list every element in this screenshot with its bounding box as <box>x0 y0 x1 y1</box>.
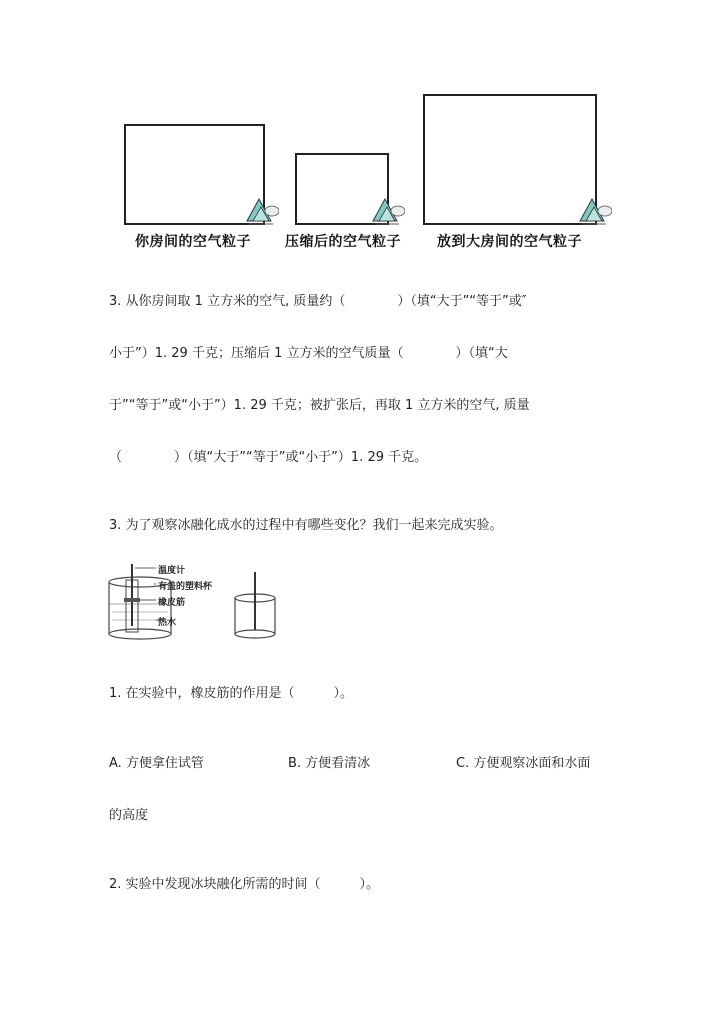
q3a-line3: 于”“等于”或“小于”）1. 29 千克；被扩张后，再取 1 立方米的空气, 质量 <box>109 398 530 413</box>
sub1-option-c-cont: 的高度 <box>109 808 149 823</box>
q3a-line1: 3. 从你房间取 1 立方米的空气, 质量约（ ）（填“大于”“等于”或″ <box>109 294 527 309</box>
caption-big-room: 放到大房间的空气粒子 <box>437 234 582 250</box>
particle-mascot-icon <box>576 193 612 227</box>
particle-mascot-icon <box>369 193 405 227</box>
label-covered-cup: 有盖的塑料杯 <box>158 582 213 592</box>
label-thermometer: 温度计 <box>158 566 186 576</box>
sub1-option-a: A. 方便拿住试管 <box>109 756 204 771</box>
sub1-question: 1. 在实验中，橡皮筋的作用是（ ）。 <box>109 686 354 701</box>
experiment-apparatus-figure <box>104 560 284 646</box>
q3a-line4: （ ）（填“大于”“等于”或“小于”）1. 29 千克。 <box>109 450 428 465</box>
sub1-option-c: C. 方便观察冰面和水面 <box>456 756 591 771</box>
sub1-option-b: B. 方便看清冰 <box>288 756 371 771</box>
q3a-line2: 小于”）1. 29 千克；压缩后 1 立方米的空气质量（ ）（填“大 <box>109 346 508 361</box>
label-rubber-band: 橡皮筋 <box>158 598 186 608</box>
q3b-title: 3. 为了观察冰融化成水的过程中有哪些变化？我们一起来完成实验。 <box>109 518 503 533</box>
label-hot-water: 热水 <box>158 618 177 628</box>
sub2-question: 2. 实验中发现冰块融化所需的时间（ ）。 <box>109 877 380 892</box>
particle-mascot-icon <box>243 193 279 227</box>
big-room-box <box>423 94 597 225</box>
caption-room: 你房间的空气粒子 <box>135 234 251 250</box>
caption-compressed: 压缩后的空气粒子 <box>285 234 401 250</box>
